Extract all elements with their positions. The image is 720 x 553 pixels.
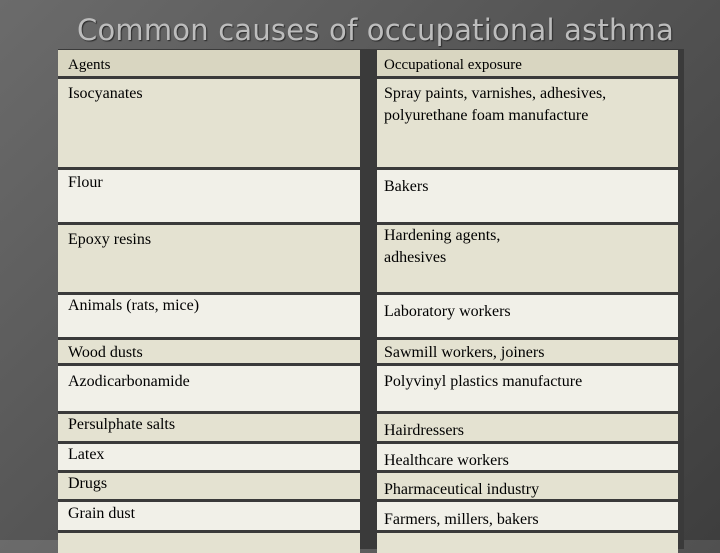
table-row [58, 366, 678, 411]
table-row [58, 225, 678, 292]
table-header-row [58, 50, 678, 76]
exposure-cell: Polyvinyl plastics manufacture [377, 366, 678, 411]
exposure-cell: Sawmill workers, joiners [377, 340, 678, 363]
agent-cell: Drugs [58, 473, 360, 499]
table-row [58, 79, 678, 167]
agent-cell: Animals (rats, mice) [58, 295, 360, 337]
table-row [58, 533, 678, 553]
table-row [58, 502, 678, 530]
agent-cell: Azodicarbonamide [58, 366, 360, 411]
agent-cell: Wood dusts [58, 340, 360, 363]
slide-title: Common causes of occupational asthma [77, 13, 675, 47]
exposure-cell [377, 533, 678, 553]
table-row [58, 170, 678, 222]
exposure-cell: Farmers, millers, bakers [377, 502, 678, 530]
agent-cell: Flour [58, 170, 360, 222]
exposure-cell: Pharmaceutical industry [377, 473, 678, 499]
header-agents: Agents [58, 50, 360, 76]
exposure-cell: Hardening agents, adhesives [377, 225, 678, 292]
agent-cell: Persulphate salts [58, 414, 360, 441]
table-row [58, 340, 678, 363]
table-row [58, 473, 678, 499]
header-exposure: Occupational exposure [377, 50, 678, 76]
table-row [58, 444, 678, 470]
exposure-cell: Bakers [377, 170, 678, 222]
table-row [58, 414, 678, 441]
agent-cell: Epoxy resins [58, 225, 360, 292]
agent-cell: Grain dust [58, 502, 360, 530]
exposure-cell: Hairdressers [377, 414, 678, 441]
agent-cell: Isocyanates [58, 79, 360, 167]
agent-cell [58, 533, 360, 553]
exposure-cell: Healthcare workers [377, 444, 678, 470]
exposure-cell: Laboratory workers [377, 295, 678, 337]
table-row [58, 295, 678, 337]
exposure-cell: Spray paints, varnishes, adhesives, polyurethane foam manufacture [377, 79, 678, 167]
agent-cell: Latex [58, 444, 360, 470]
